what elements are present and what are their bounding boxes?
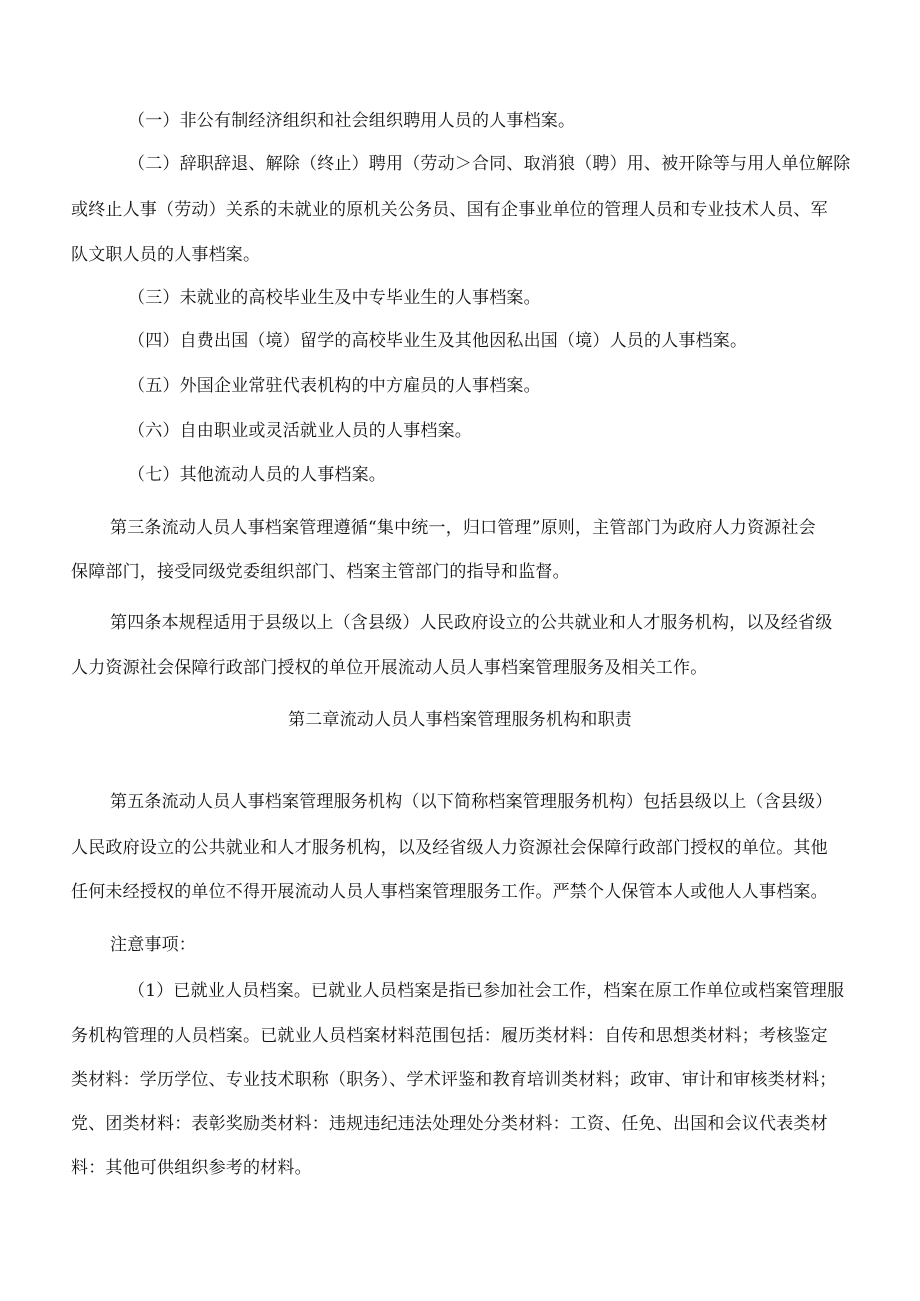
note-1-line-4: 党、团类材料：表彰奖励类材料：违规违纪违法处理处分类材料：工资、任免、出国和会议代表类材: [71, 1114, 828, 1134]
notes-heading: 注意事项：: [110, 935, 196, 955]
item-2-text-line-1: （二）辞职辞退、解除（终止）聘用（劳动＞合同、取消狼（聘）用、被开除等与用人单位解除: [128, 154, 851, 174]
chapter-2-heading: 第二章流动人员人事档案管理服务机构和职责: [288, 710, 632, 730]
note-1-line-3: 类材料：学历学位、专业技术职称（职务）、学术评鉴和教育培训类材料；政审、审计和审核类材料；: [71, 1070, 837, 1090]
note-1-line-2: 务机构管理的人员档案。已就业人员档案材料范围包括：履历类材料：自传和思想类材料；考核鉴定: [71, 1026, 828, 1046]
item-2-text-line-2: 或终止人事（劳动）关系的未就业的原机关公务员、国有企事业单位的管理人员和专业技术人员、军: [71, 200, 828, 220]
article-4-line-2: 人力资源社会保障行政部门授权的单位开展流动人员人事档案管理服务及相关工作。: [71, 658, 708, 678]
item-6-text: （六）自由职业或灵活就业人员的人事档案。: [128, 421, 472, 441]
article-5-line-3: 任何未经授权的单位不得开展流动人员人事档案管理服务工作。严禁个人保管本人或他人人事档案。: [71, 882, 828, 902]
article-3-line-2: 保障部门，接受同级党委组织部门、档案主管部门的指导和监督。: [71, 562, 570, 582]
article-5-line-2: 人民政府设立的公共就业和人才服务机构，以及经省级人力资源社会保障行政部门授权的单位。其他: [71, 838, 828, 858]
note-1-line-5: 料：其他可供组织参考的材料。: [71, 1158, 312, 1178]
article-3-line-1: 第三条流动人员人事档案管理遵循“集中统一，归口管理”原则，主管部门为政府人力资源社会: [110, 518, 816, 538]
item-5-text: （五）外国企业常驻代表机构的中方雇员的人事档案。: [128, 376, 541, 396]
item-7-text: （七）其他流动人员的人事档案。: [128, 465, 386, 485]
item-1-text: （一）非公有制经济组织和社会组织聘用人员的人事档案。: [128, 111, 576, 131]
item-3-text: （三）未就业的高校毕业生及中专毕业生的人事档案。: [128, 288, 541, 308]
article-4-line-1: 第四条本规程适用于县级以上（含县级）人民政府设立的公共就业和人才服务机构，以及经省级: [110, 613, 833, 633]
article-5-line-1: 第五条流动人员人事档案管理服务机构（以下简称档案管理服务机构）包括县级以上（含县级）: [110, 792, 833, 812]
note-1-line-1: （1）已就业人员档案。已就业人员档案是指已参加社会工作，档案在原工作单位或档案管理服: [128, 981, 845, 1001]
item-2-text-line-3: 队文职人员的人事档案。: [71, 245, 261, 265]
item-4-text: （四）自费出国（境）留学的高校毕业生及其他因私出国（境）人员的人事档案。: [128, 331, 748, 351]
